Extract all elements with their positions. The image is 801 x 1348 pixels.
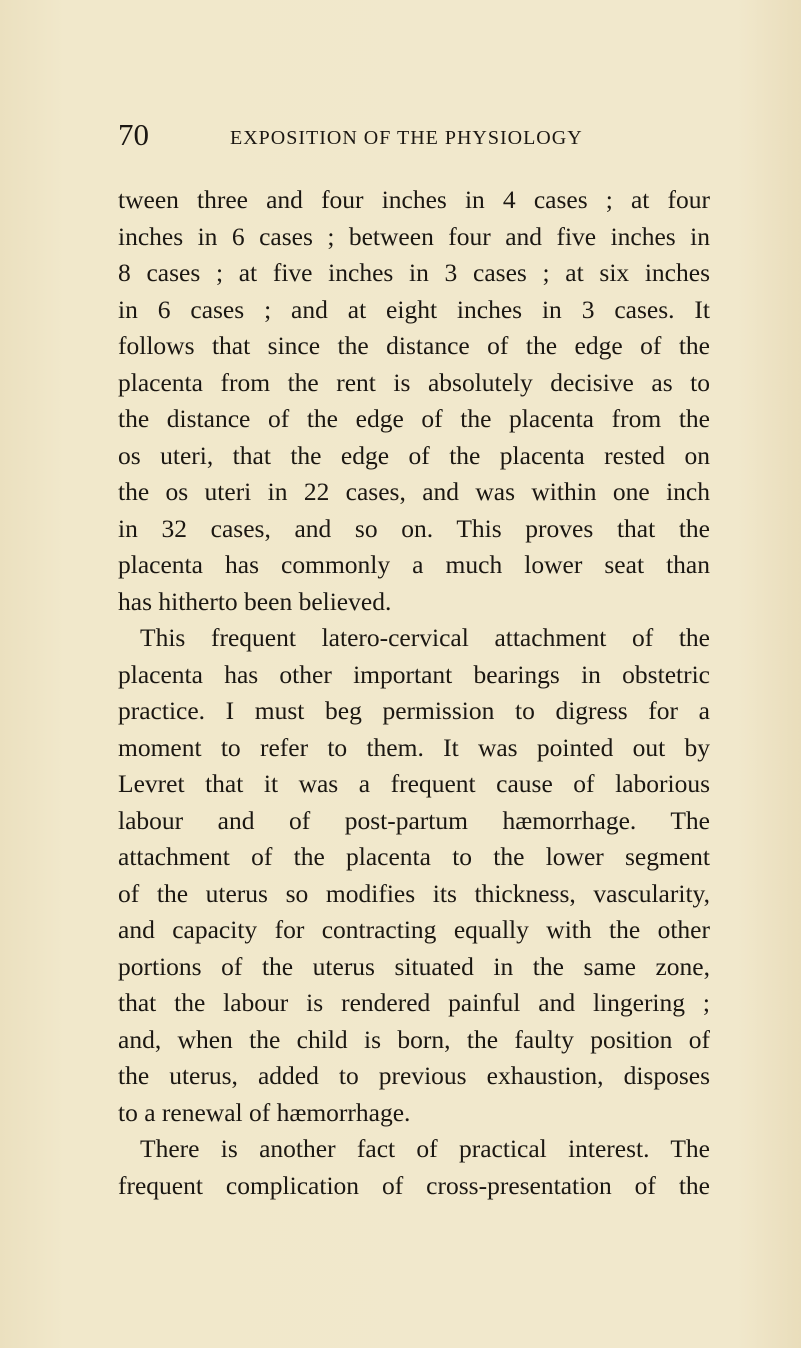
text-line: practice. I must beg permission to digress for a	[118, 696, 710, 725]
text-line: placenta has other important bearings in obstetric	[118, 659, 710, 689]
text-line: This frequent latero-cervical attachment of the	[140, 623, 710, 652]
text-line: labour and of post-partum hæmorrhage. The	[118, 805, 710, 835]
text-line: the uterus, added to previous exhaustion, disposes	[118, 1061, 710, 1090]
text-line: attachment of the placenta to the lower segment	[118, 842, 710, 871]
text-line: placenta from the rent is absolutely decisive as to	[118, 367, 710, 397]
text-line: in 32 cases, and so on. This proves that the	[118, 513, 710, 543]
text-line: 8 cases ; at five inches in 3 cases ; at six inches	[118, 258, 710, 287]
text-line: the distance of the edge of the placenta from the	[118, 404, 710, 433]
text-line: follows that since the distance of the edge of the	[118, 331, 710, 360]
text-line: the os uteri in 22 cases, and was within one inch	[118, 477, 710, 506]
text-line: moment to refer to them. It was pointed out by	[118, 732, 710, 762]
text-line: inches in 6 cases ; between four and five inches in	[118, 221, 710, 251]
text-line: There is another fact of practical interest. The	[140, 1134, 710, 1163]
page-header	[118, 117, 718, 154]
text-line: Levret that it was a frequent cause of laborious	[118, 769, 710, 798]
text-line: placenta has commonly a much lower seat than	[118, 550, 710, 579]
page-number: 70	[118, 117, 149, 152]
text-line: os uteri, that the edge of the placenta rested on	[118, 440, 710, 470]
text-line: tween three and four inches in 4 cases ; at four	[118, 185, 710, 214]
text-line: of the uterus so modifies its thickness, vascularity,	[118, 878, 710, 908]
text-line: has hitherto been believed.	[118, 586, 392, 616]
text-line: and capacity for contracting equally with the other	[118, 915, 710, 944]
text-line: to a renewal of hæmorrhage.	[118, 1097, 411, 1127]
text-line: in 6 cases ; and at eight inches in 3 cases. It	[118, 294, 710, 324]
text-line: and, when the child is born, the faulty position of	[118, 1024, 710, 1054]
text-line: frequent complication of cross-presentation of the	[118, 1170, 710, 1200]
text-line: that the labour is rendered painful and lingering ;	[118, 988, 710, 1017]
text-line: portions of the uterus situated in the same zone,	[118, 951, 710, 981]
running-head: EXPOSITION OF THE PHYSIOLOGY	[230, 127, 583, 149]
body-text	[118, 182, 710, 1204]
